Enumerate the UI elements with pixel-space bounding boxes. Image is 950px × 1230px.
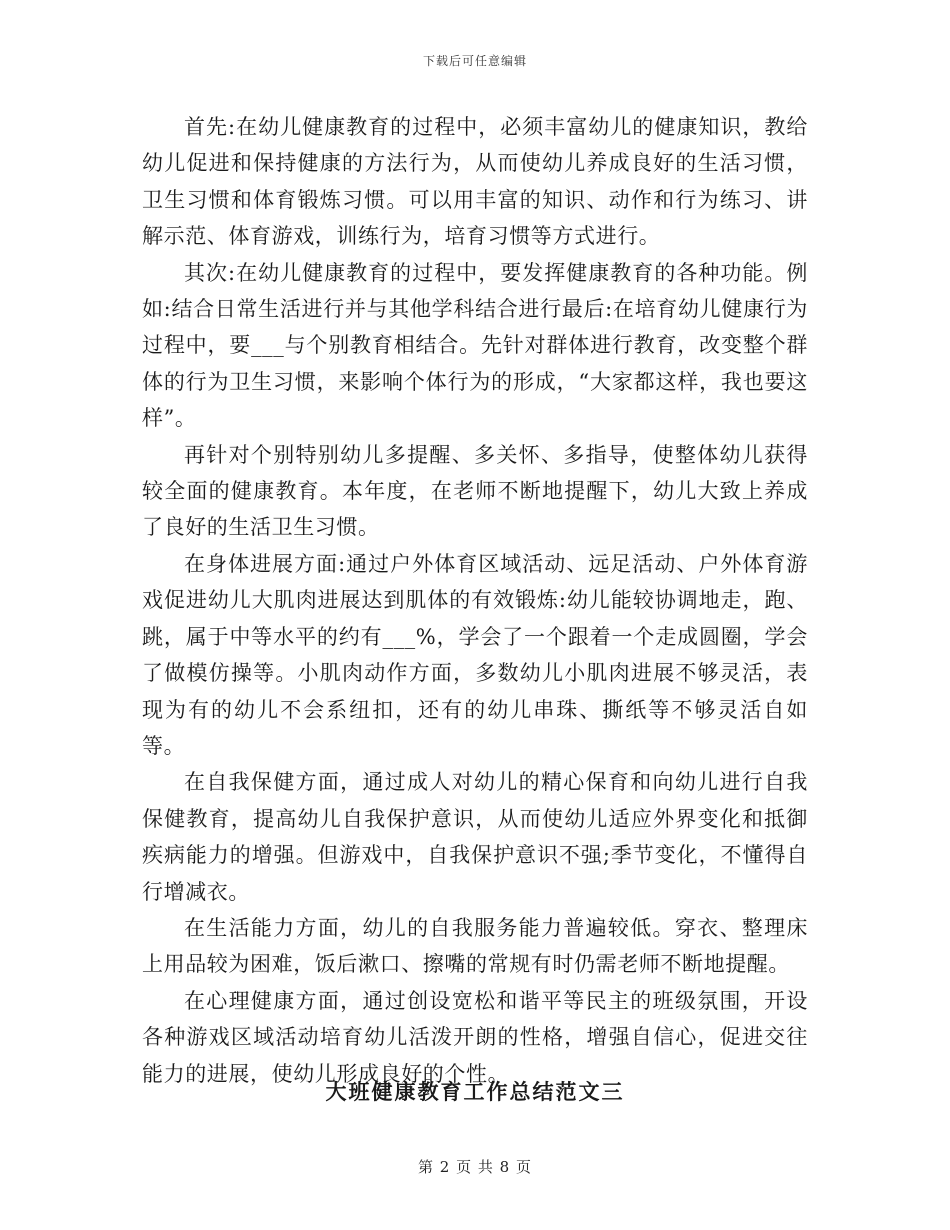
page-header-note: 下载后可任意编辑 bbox=[422, 54, 527, 68]
paragraph-4: 在身体进展方面:通过户外体育区域活动、远足活动、户外体育游戏促进幼儿大肌肉进展达到肌体的有效锻炼:幼儿能较协调地走，跑、跳，属于中等水平的约有___%，学会了一个跟着一个走成圆圈，学会了做模仿操等。小肌肉动作方面，多数幼儿小肌肉进展不够灵活，表现为有的幼儿不会系纽扣，还有的幼儿串珠、撕纸等不够灵活自如等。 bbox=[142, 551, 808, 758]
paragraph-6: 在生活能力方面，幼儿的自我服务能力普遍较低。穿衣、整理床上用品较为困难，饭后漱口、擦嘴的常规有时仍需老师不断地提醒。 bbox=[142, 915, 808, 977]
paragraph-2: 其次:在幼儿健康教育的过程中，要发挥健康教育的各种功能。例如:结合日常生活进行并与其他学科结合进行最后:在培育幼儿健康行为过程中，要___与个别教育相结合。先针对群体进行教育，改变整个群体的行为卫生习惯，来影响个体行为的形成，“大家都这样，我也要这样”。 bbox=[142, 260, 808, 431]
paragraph-1: 首先:在幼儿健康教育的过程中，必须丰富幼儿的健康知识，教给幼儿促进和保持健康的方法行为，从而使幼儿养成良好的生活习惯，卫生习惯和体育锻炼习惯。可以用丰富的知识、动作和行为练习、讲解示范、体育游戏，训练行为，培育习惯等方式进行。 bbox=[142, 115, 808, 249]
page-footer-indicator: 第 2 页 共 8 页 bbox=[418, 1158, 532, 1176]
paragraph-3: 再针对个别特别幼儿多提醒、多关怀、多指导，使整体幼儿获得较全面的健康教育。本年度，在老师不断地提醒下，幼儿大致上养成了良好的生活卫生习惯。 bbox=[142, 442, 808, 540]
paragraph-5: 在自我保健方面，通过成人对幼儿的精心保育和向幼儿进行自我保健教育，提高幼儿自我保护意识，从而使幼儿适应外界变化和抵御疾病能力的增强。但游戏中，自我保护意识不强;季节变化，不懂得自行增减衣。 bbox=[142, 770, 808, 904]
document-body bbox=[142, 109, 808, 1092]
section-title: 大班健康教育工作总结范文三 bbox=[325, 1079, 625, 1104]
paragraph-7: 在心理健康方面，通过创设宽松和谐平等民主的班级氛围，开设各种游戏区域活动培育幼儿活泼开朗的性格，增强自信心，促进交往能力的进展，使幼儿形成良好的个性。 bbox=[142, 988, 808, 1086]
